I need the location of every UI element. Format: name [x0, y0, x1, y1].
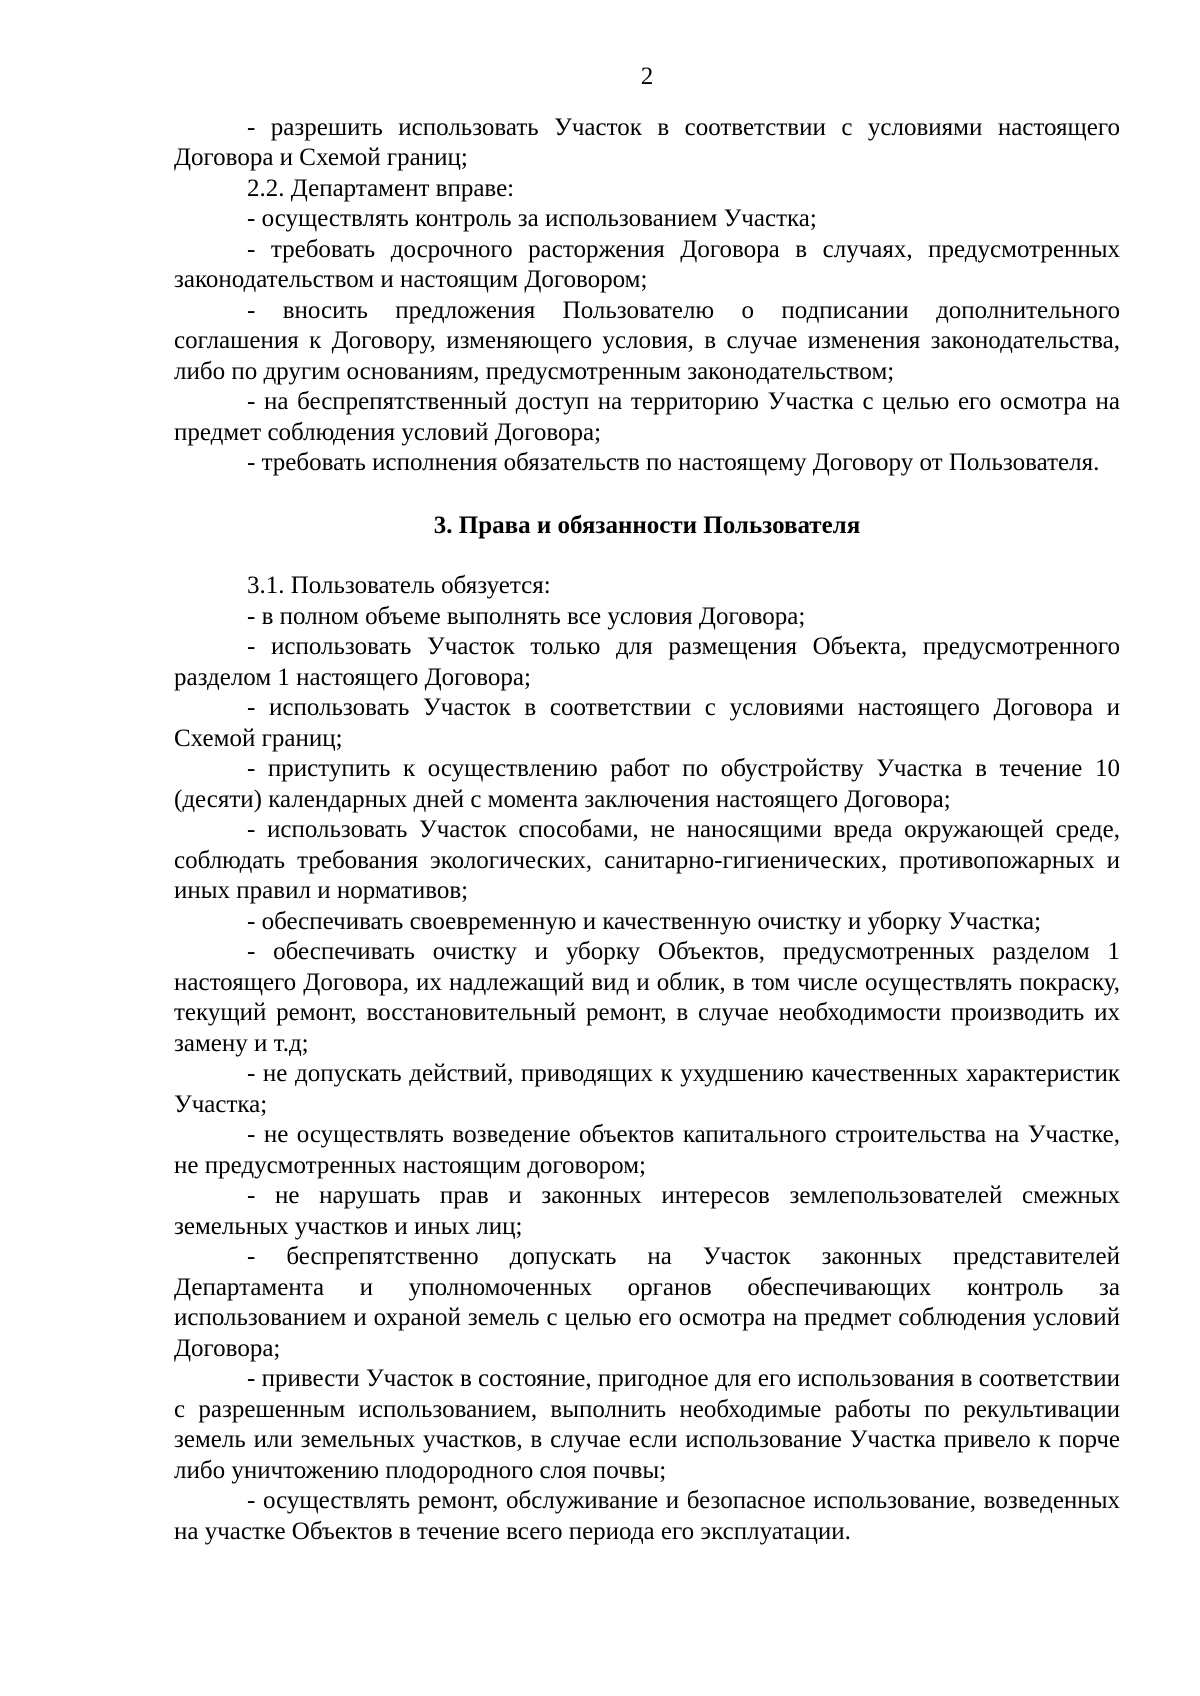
paragraph: - в полном объеме выполнять все условия Договора; — [247, 602, 806, 630]
paragraph: - не нарушать прав и законных интересов землепользователей смежных земельных участков и иных лиц; — [174, 1182, 1120, 1240]
paragraph: - привести Участок в состояние, пригодное для его использования в соответствии с разрешенным использованием, выполнить необходимые работы по рекультивации земель или земельных участков, в случае если использование Участка привело к порче либо уничтожению плодородного слоя почвы; — [174, 1365, 1120, 1484]
paragraph: - использовать Участок в соответствии с условиями настоящего Договора и Схемой границ; — [174, 694, 1120, 752]
paragraph: - беспрепятственно допускать на Участок законных представителей Департамента и уполномоченных органов обеспечивающих контроль за использованием и охраной земель с целью его осмотра на предмет соблюдения условий Договора; — [174, 1243, 1120, 1362]
paragraph: - приступить к осуществлению работ по обустройству Участка в течение 10 (десяти) календарных дней с момента заключения настоящего Договора; — [174, 755, 1120, 813]
paragraph: - не осуществлять возведение объектов капитального строительства на Участке, не предусмотренных настоящим договором; — [174, 1121, 1120, 1179]
paragraph: - использовать Участок только для размещения Объекта, предусмотренного разделом 1 настоящего Договора; — [174, 633, 1120, 691]
paragraph: - осуществлять ремонт, обслуживание и безопасное использование, возведенных на участке Объектов в течение всего периода его эксплуатации. — [174, 1487, 1120, 1545]
section-2-continuation — [174, 113, 1120, 479]
paragraph: - обеспечивать своевременную и качественную очистку и уборку Участка; — [247, 907, 1042, 935]
paragraph: - на беспрепятственный доступ на территорию Участка с целью его осмотра на предмет соблюдения условий Договора; — [174, 388, 1120, 446]
paragraph: 3.1. Пользователь обязуется: — [247, 572, 551, 599]
paragraph: - требовать досрочного расторжения Договора в случаях, предусмотренных законодательством и настоящим Договором; — [174, 235, 1120, 293]
paragraph: - требовать исполнения обязательств по настоящему Договору от Пользователя. — [247, 449, 1100, 476]
paragraph: - использовать Участок способами, не наносящими вреда окружающей среде, соблюдать требования экологических, санитарно-гигиенических, противопожарных и иных правил и нормативов; — [174, 816, 1120, 904]
page-number: 2 — [640, 63, 654, 90]
paragraph: 2.2. Департамент вправе: — [247, 174, 515, 202]
paragraph: - не допускать действий, приводящих к ухудшению качественных характеристик Участка; — [174, 1060, 1120, 1118]
paragraph: - разрешить использовать Участок в соответствии с условиями настоящего Договора и Схемой границ; — [174, 113, 1120, 171]
paragraph: - вносить предложения Пользователю о подписании дополнительного соглашения к Договору, изменяющего условия, в случае изменения законодательства, либо по другим основаниям, предусмотренным законодательством; — [174, 296, 1120, 385]
section-3-heading: 3. Права и обязанности Пользователя — [433, 511, 861, 539]
document-page — [174, 62, 1120, 1547]
section-3 — [174, 571, 1120, 1547]
paragraph: - осуществлять контроль за использованием Участка; — [247, 205, 817, 232]
paragraph: - обеспечивать очистку и уборку Объектов, предусмотренных разделом 1 настоящего Договора, их надлежащий вид и облик, в том числе осуществлять покраску, текущий ремонт, восстановительный ремонт, в случае необходимости производить их замену и т.д; — [174, 938, 1120, 1057]
